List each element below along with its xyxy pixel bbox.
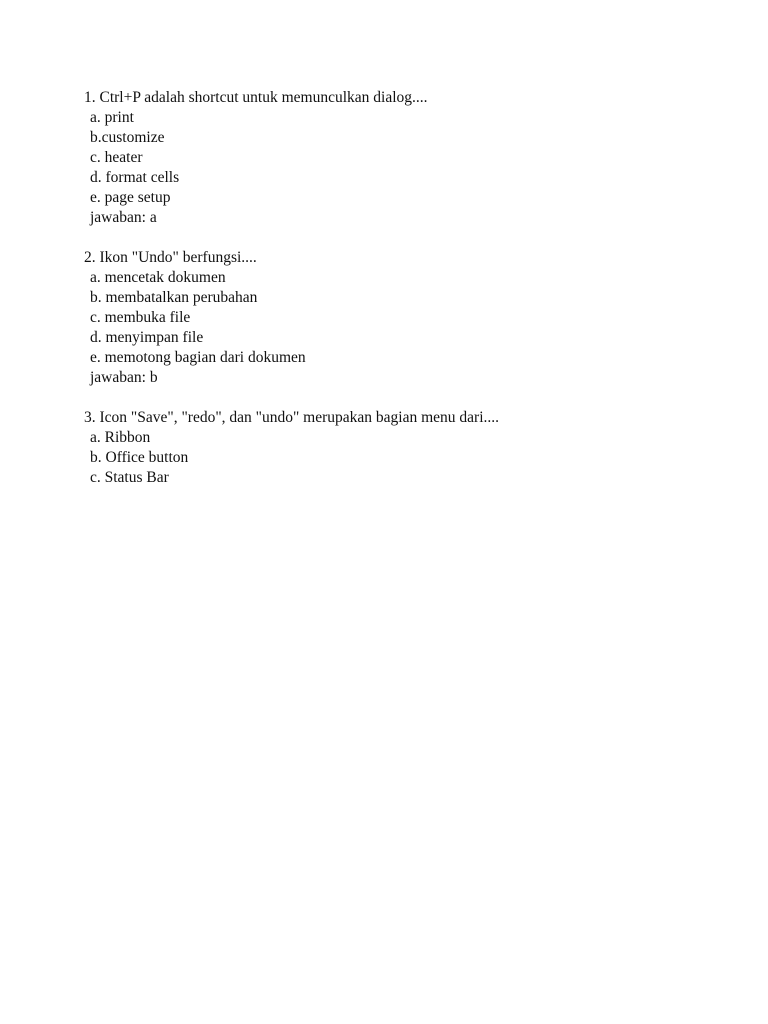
question-2-option-a: a. mencetak dokumen — [90, 269, 226, 286]
question-3-option-a: a. Ribbon — [90, 429, 151, 446]
question-3 — [84, 408, 744, 488]
question-1-option-d: d. format cells — [90, 169, 180, 186]
question-1-answer: jawaban: a — [90, 209, 157, 226]
question-3-option-b: b. Office button — [90, 449, 189, 466]
question-1-option-a: a. print — [90, 109, 134, 126]
question-1-option-c: c. heater — [90, 149, 143, 166]
question-2-answer: jawaban: b — [90, 369, 158, 386]
question-1-option-b: b.customize — [90, 129, 165, 146]
question-2-text: 2. Ikon "Undo" berfungsi.... — [84, 249, 257, 266]
question-2-option-e: e. memotong bagian dari dokumen — [90, 349, 306, 366]
question-3-text: 3. Icon "Save", "redo", dan "undo" merupakan bagian menu dari.... — [84, 409, 500, 426]
question-2 — [84, 248, 744, 388]
question-2-option-d: d. menyimpan file — [90, 329, 204, 346]
question-1 — [84, 88, 744, 228]
question-1-option-e: e. page setup — [90, 189, 171, 206]
question-3-option-c: c. Status Bar — [90, 469, 169, 486]
question-list — [84, 88, 744, 508]
question-2-option-c: c. membuka file — [90, 309, 191, 326]
question-1-text: 1. Ctrl+P adalah shortcut untuk memunculkan dialog.... — [84, 89, 428, 106]
question-2-option-b: b. membatalkan perubahan — [90, 289, 258, 306]
